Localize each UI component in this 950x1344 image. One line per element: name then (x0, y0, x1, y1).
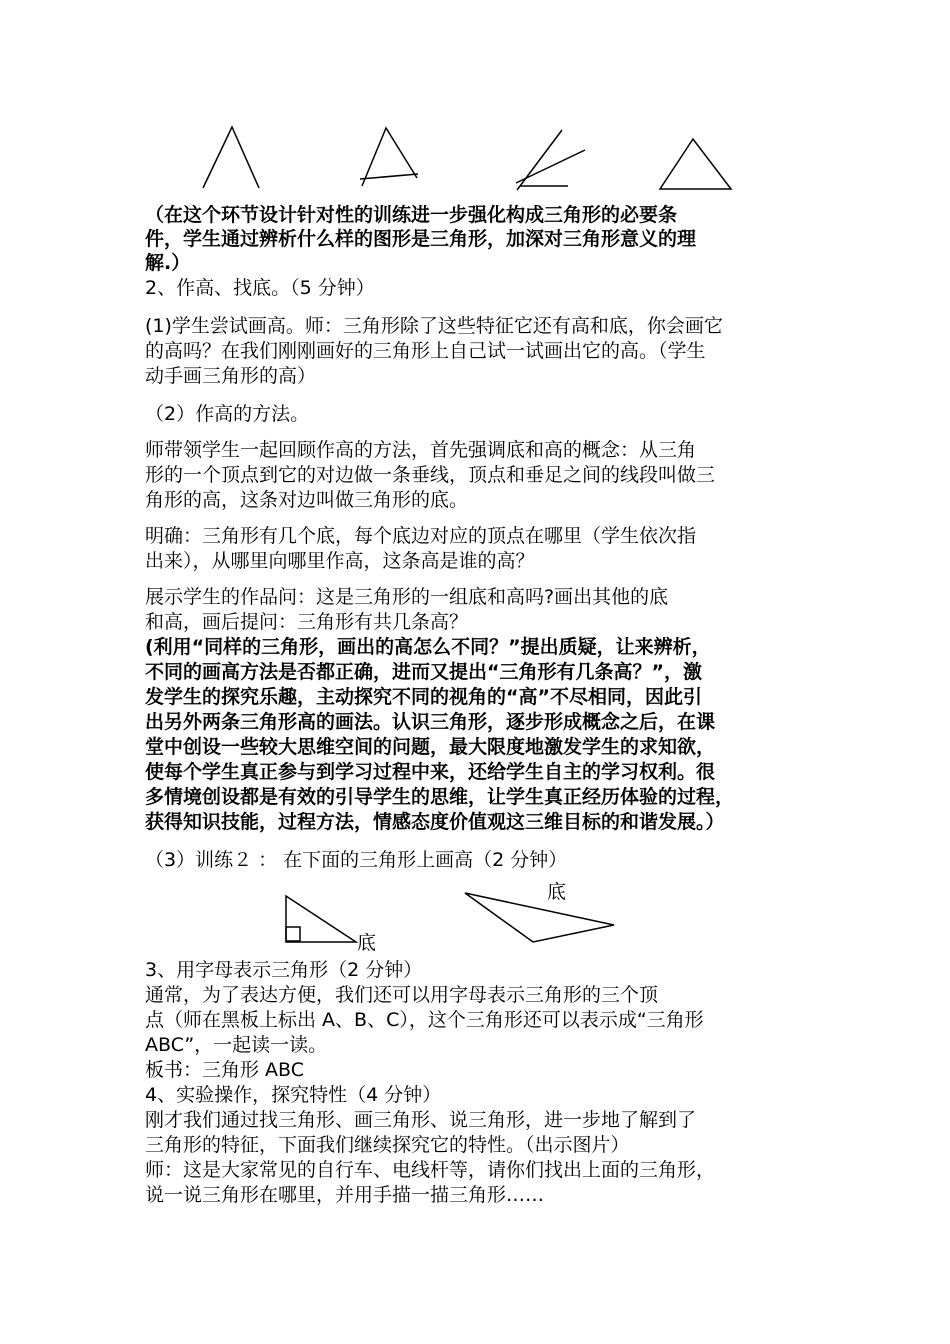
bold-note-2-line-4: 出另外两条三角形高的画法。认识三角形，逐步形成概念之后，在课 (145, 711, 716, 733)
crossing-line-a (517, 130, 562, 190)
bold-note-1-line-1: （在这个环节设计针对性的训练进一步强化构成三角形的必要条 (145, 204, 678, 226)
right-angle-mark (286, 927, 300, 941)
shape-figures-row (0, 0, 950, 200)
bold-note-1-line-3: 解.） (145, 252, 191, 274)
closed-triangle-shape (660, 139, 731, 189)
bold-note-2-line-5: 堂中创设一些较大思维空间的问题，最大限度地激发学生的求知欲， (145, 736, 716, 758)
bold-note-2-line-6: 使每个学生真正参与到学习过程中来，还给学生自主的学习权利。很 (145, 761, 716, 783)
bold-note-2-line-1: (利用“同样的三角形，画出的高怎么不同？”提出质疑，让来辨析， (145, 636, 711, 658)
bold-note-2-line-7: 多情境创设都是有效的引导学生的思维，让学生真正经历体验的过程， (145, 786, 735, 808)
para-4-2-line-1: 师：这是大家常见的自行车、电线杆等，请你们找出上面的三角形， (145, 1159, 716, 1181)
para-4-1-line-1: 刚才我们通过找三角形、画三角形、说三角形，进一步地了解到了 (145, 1109, 697, 1131)
para-2-5-line-2: 和高，画后提问：三角形有共几条高？ (145, 611, 469, 633)
para-2-5-line-1: 展示学生的作品问：这是三角形的一组底和高吗?画出其他的底 (145, 586, 669, 608)
para-4-2-line-2: 说一说三角形在哪里，并用手描一描三角形…… (145, 1184, 545, 1206)
bold-note-2-line-8: 获得知识技能，过程方法，情感态度价值观这三维目标的和谐发展。） (145, 811, 725, 833)
unclosed-triangle-shape (362, 128, 417, 186)
section-4-heading: 4、实验操作，探究特性（4 分钟） (145, 1084, 442, 1106)
base-label-obtuse-triangle: 底 (547, 881, 567, 903)
para-2-6: （3）训练２ ： 在下面的三角形上画高（2 分钟） (145, 849, 568, 871)
para-3-1-line-1: 通常，为了表达方便，我们还可以用字母表示三角形的三个顶 (145, 984, 659, 1006)
para-3-2: 板书：三角形 ABC (145, 1059, 305, 1081)
open-angle-shape (203, 127, 259, 188)
bold-note-2-line-3: 发学生的探究乐趣，主动探究不同的视角的“高”不尽相同，因此引 (145, 686, 702, 708)
para-2-1-line-2: 的高吗？在我们刚刚画好的三角形上自己试一试画出它的高。（学生 (145, 340, 706, 362)
right-triangle (286, 896, 356, 942)
bold-note-2-line-2: 不同的画高方法是否都正确，进而又提出“三角形有几条高？”，激 (145, 661, 702, 683)
base-label-right-triangle: 底 (357, 932, 377, 954)
obtuse-triangle (465, 893, 614, 942)
unclosed-triangle-base (360, 174, 418, 179)
para-2-2: （2）作高的方法。 (145, 403, 310, 425)
bold-note-1-line-2: 件，学生通过辨析什么样的图形是三角形，加深对三角形意义的理 (145, 228, 697, 250)
para-2-4-line-1: 明确：三角形有几个底，每个底边对应的顶点在哪里（学生依次指 (145, 525, 697, 547)
para-2-3-line-2: 形的一个顶点到它的对边做一条垂线，顶点和垂足之间的线段叫做三 (145, 464, 716, 486)
section-3-heading: 3、用字母表示三角形（2 分钟） (145, 959, 423, 981)
para-2-3-line-3: 角形的高，这条对边叫做三角形的底。 (145, 489, 469, 511)
para-4-1-line-2: 三角形的特征，下面我们继续探究它的特性。（出示图片） (145, 1134, 630, 1156)
crossing-line-b (516, 150, 585, 183)
para-2-3-line-1: 师带领学生一起回顾作高的方法，首先强调底和高的概念：从三角 (145, 439, 697, 461)
para-2-1-line-3: 动手画三角形的高） (145, 365, 317, 387)
para-3-1-line-3: ABC”，一起读一读。 (145, 1034, 328, 1056)
para-3-1-line-2: 点（师在黑板上标出 A、B、C），这个三角形还可以表示成“三角形 (145, 1009, 704, 1031)
section-2-heading: 2、作高、找底。（5 分钟） (145, 277, 375, 299)
para-2-4-line-2: 出来），从哪里向哪里作高，这条高是谁的高？ (145, 550, 535, 572)
para-2-1-line-1: (1)学生尝试画高。师：三角形除了这些特征它还有高和底，你会画它 (145, 315, 723, 337)
